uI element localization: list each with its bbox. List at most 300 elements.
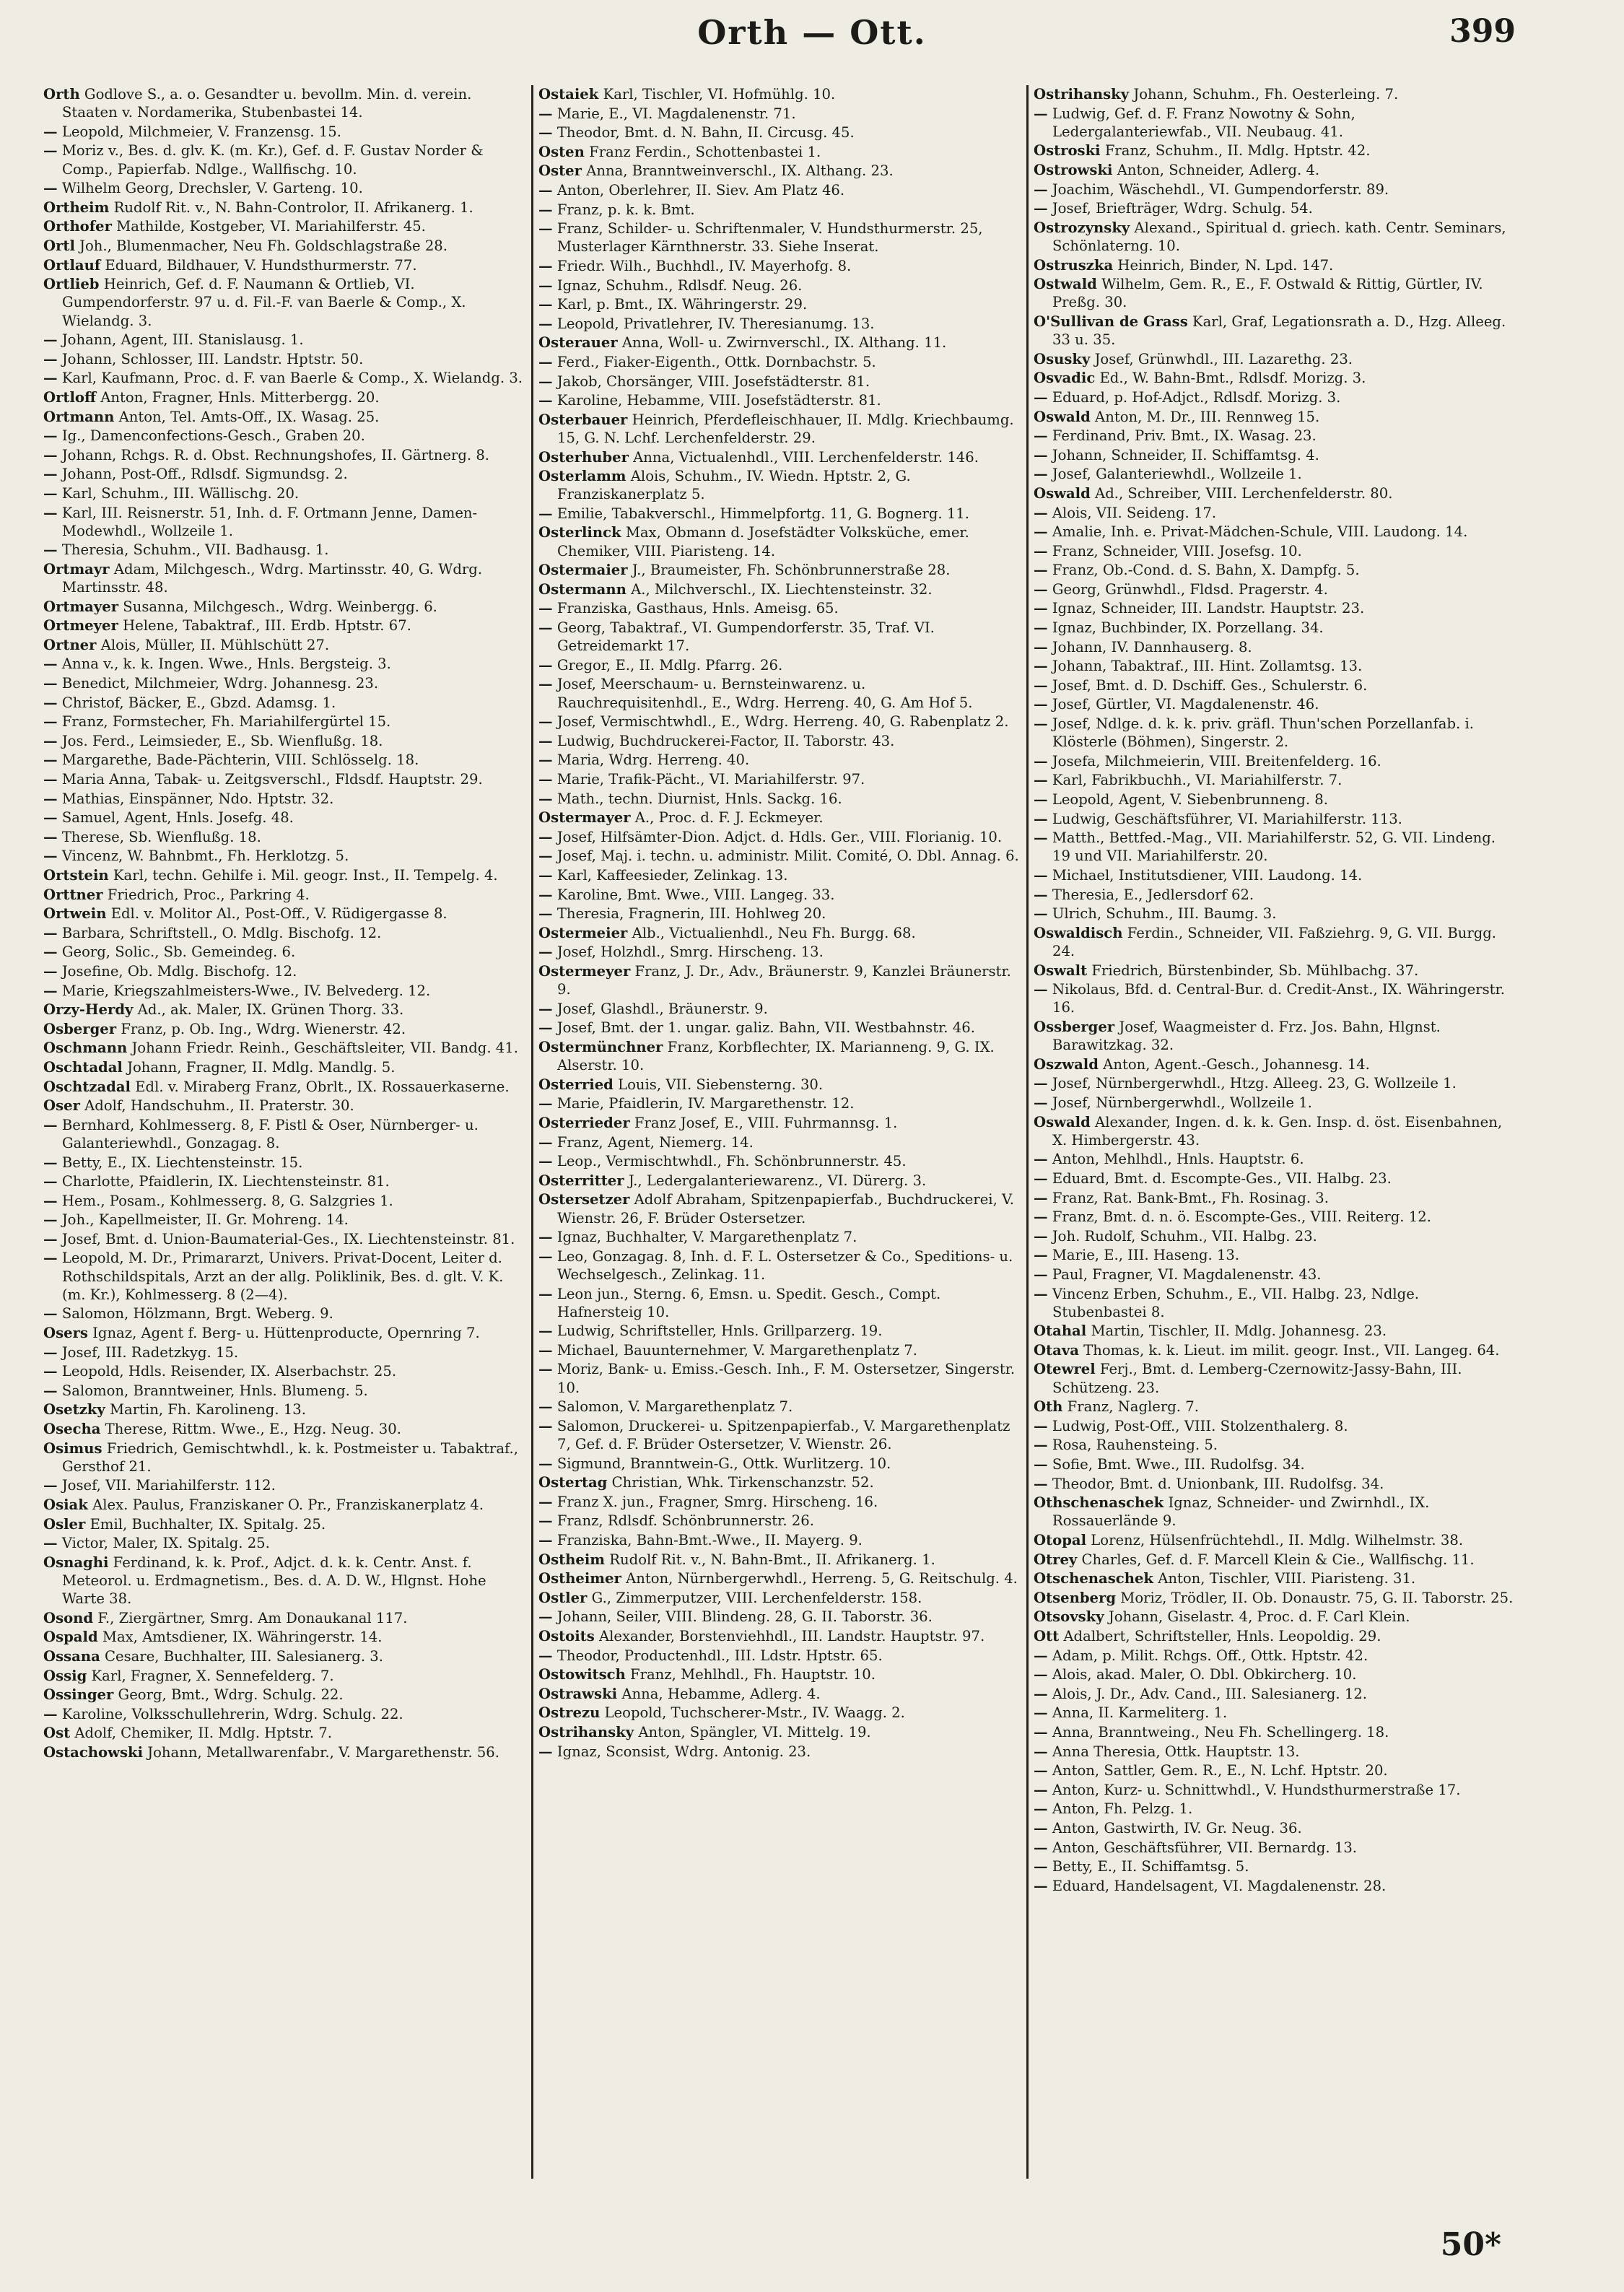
entry-details: Franz X. jun., Fragner, Smrg. Hirscheng. 16. — [556, 1493, 878, 1510]
entry-surname: — — [538, 771, 553, 788]
directory-entry — [538, 1114, 1019, 1132]
directory-entry — [43, 369, 524, 387]
directory-entry — [1034, 1113, 1514, 1149]
directory-entry — [538, 905, 1019, 923]
entry-surname: — — [43, 944, 58, 961]
entry-details: Adolf Abraham, Spitzenpapierfab., Buchdruckerei, V. Wienstr. 26, F. Brüder Ostersetzer. — [557, 1191, 1014, 1226]
entry-surname: — — [43, 1382, 58, 1399]
entry-surname: — — [538, 1229, 553, 1246]
entry-details: Friedrich, Bürstenbinder, Sb. Mühlbachg. 37. — [1091, 962, 1419, 979]
entry-surname: Ostermayer — [538, 809, 631, 827]
entry-surname: — — [43, 1705, 58, 1722]
directory-entry — [43, 1230, 524, 1248]
directory-entry — [43, 1534, 524, 1552]
entry-details: Adolf, Chemiker, II. Mdlg. Hptstr. 7. — [74, 1725, 332, 1742]
directory-entry — [538, 866, 1019, 884]
directory-entry — [43, 1192, 524, 1210]
directory-entry — [538, 1417, 1019, 1453]
directory-entry — [1034, 1589, 1514, 1607]
directory-entry — [43, 1686, 524, 1704]
directory-entry — [538, 1152, 1019, 1170]
entry-details: Franziska, Gasthaus, Hnls. Ameisg. 65. — [556, 600, 839, 617]
entry-surname: Otrey — [1034, 1551, 1078, 1568]
directory-entry — [43, 1001, 524, 1019]
entry-details: Johann, Fragner, II. Mdlg. Mandlg. 5. — [127, 1058, 396, 1076]
directory-entry — [43, 541, 524, 559]
page-header — [0, 0, 1624, 87]
directory-entry — [1034, 1074, 1514, 1092]
entry-surname: — — [1034, 427, 1048, 445]
entry-details: Georg, Bmt., Wdrg. Schulg. 22. — [118, 1686, 344, 1704]
entry-surname: Ostermeier — [538, 924, 628, 941]
directory-entry — [1034, 1551, 1514, 1569]
entry-details: Mathilde, Kostgeber, VI. Mariahilferstr. 45. — [116, 218, 426, 235]
directory-entry — [1034, 1877, 1514, 1895]
entry-details: Joh., Blumenmacher, Neu Fh. Goldschlagstraße 28. — [79, 237, 448, 254]
entry-details: Nikolaus, Bfd. d. Central-Bur. d. Credit-Anst., IX. Währingerstr. 16. — [1052, 981, 1505, 1016]
entry-surname: — — [1034, 810, 1048, 827]
directory-entry — [1034, 1055, 1514, 1073]
entry-surname: Osterrieder — [538, 1114, 630, 1131]
entry-details: Ferj., Bmt. d. Lemberg-Czernowitz-Jassy-Bahn, III. Schützeng. 23. — [1052, 1361, 1462, 1396]
directory-entry — [1034, 1246, 1514, 1264]
entry-surname: — — [43, 1230, 58, 1247]
directory-entry — [43, 465, 524, 483]
directory-entry — [1034, 1704, 1514, 1722]
entry-details: Franz, Schuhm., II. Mdlg. Hptstr. 42. — [1104, 142, 1371, 160]
directory-entry — [43, 1496, 524, 1514]
entry-details: Johann, Agent, III. Stanislausg. 1. — [61, 331, 304, 349]
directory-entry — [1034, 980, 1514, 1016]
directory-entry — [1034, 484, 1514, 502]
entry-details: Alois, akad. Maler, O. Dbl. Obkircherg. 10. — [1052, 1666, 1357, 1683]
entry-details: Anna, Branntweing., Neu Fh. Schellingerg. 18. — [1052, 1723, 1389, 1740]
entry-details: Franz, Schneider, VIII. Josefsg. 10. — [1052, 542, 1302, 559]
entry-surname: — — [538, 353, 553, 370]
entry-surname: Osimus — [43, 1439, 102, 1457]
entry-details: Franz, Rat. Bank-Bmt., Fh. Rosinag. 3. — [1052, 1189, 1330, 1206]
entry-details: Anton, M. Dr., III. Rennweg 15. — [1095, 408, 1320, 425]
entry-details: Rosa, Rauhensteing. 5. — [1052, 1437, 1218, 1454]
entry-details: Rudolf Rit. v., N. Bahn-Bmt., II. Afrikanerg. 1. — [609, 1551, 935, 1568]
directory-entry — [43, 217, 524, 235]
entry-details: Karoline, Bmt. Wwe., VIII. Langeg. 33. — [556, 886, 835, 903]
entry-details: Emil, Buchhalter, IX. Spitalg. 25. — [90, 1515, 326, 1533]
entry-details: Leopold, Tuchscherer-Mstr., IV. Waagg. 2. — [604, 1704, 905, 1722]
directory-columns — [43, 85, 1523, 2179]
directory-entry — [43, 1705, 524, 1723]
entry-details: Mathias, Einspänner, Ndo. Hptstr. 32. — [61, 790, 334, 807]
entry-details: Josef, Bmt. der 1. ungar. galiz. Bahn, VII. Westbahnstr. 46. — [556, 1019, 975, 1037]
entry-details: Leopold, Hdls. Reisender, IX. Alserbachstr. 25. — [61, 1363, 397, 1380]
entry-surname: — — [538, 1247, 553, 1265]
entry-details: Anton, Fragner, Hnls. Mitterbergg. 20. — [100, 388, 380, 406]
entry-surname: — — [538, 656, 553, 674]
entry-surname: Osecha — [43, 1421, 101, 1438]
entry-details: Franz, Rdlsdf. Schönbrunnerstr. 26. — [556, 1512, 814, 1530]
entry-details: Josef, Galanteriewhdl., Wollzeile 1. — [1052, 466, 1302, 483]
entry-surname: — — [538, 1743, 553, 1760]
entry-details: Josef, Vermischtwhdl., E., Wdrg. Herreng. 40, G. Rabenplatz 2. — [556, 713, 1009, 731]
entry-details: Franziska, Bahn-Bmt.-Wwe., II. Mayerg. 9. — [556, 1532, 863, 1549]
entry-details: Victor, Maler, IX. Spitalg. 25. — [61, 1535, 270, 1552]
entry-surname: Ost — [43, 1725, 71, 1742]
entry-details: Joh., Kapellmeister, II. Gr. Mohreng. 14. — [61, 1211, 349, 1229]
entry-surname: — — [43, 446, 58, 463]
entry-details: Adam, Milchgesch., Wdrg. Martinsstr. 40, G. Wdrg. Martinsstr. 48. — [62, 560, 483, 596]
entry-surname: Othschenaschek — [1034, 1494, 1164, 1512]
directory-entry — [43, 1362, 524, 1380]
entry-surname: Osterlinck — [538, 524, 621, 541]
entry-surname: — — [538, 372, 553, 390]
entry-surname: — — [1034, 600, 1048, 617]
entry-details: Marie, E., III. Haseng. 13. — [1052, 1247, 1240, 1264]
entry-details: Therese, Sb. Wienflußg. 18. — [61, 828, 261, 845]
directory-entry — [538, 1360, 1019, 1396]
entry-surname: Osnaghi — [43, 1554, 109, 1571]
directory-entry — [43, 1420, 524, 1438]
entry-surname: — — [1034, 619, 1048, 637]
directory-entry — [538, 1038, 1019, 1074]
entry-details: Alois, Schuhm., IV. Wiedn. Hptstr. 2, G. Franziskanerplatz 5. — [557, 468, 911, 503]
entry-surname: — — [1034, 772, 1048, 789]
entry-details: Marie, Kriegszahlmeisters-Wwe., IV. Belvederg. 12. — [61, 982, 431, 999]
entry-surname: — — [43, 1477, 58, 1494]
entry-details: Johann, IV. Dannhauserg. 8. — [1052, 638, 1252, 655]
entry-surname: — — [538, 1285, 553, 1302]
directory-entry — [538, 1172, 1019, 1190]
entry-surname: — — [1034, 1666, 1048, 1683]
entry-surname: Ortwein — [43, 905, 107, 923]
entry-details: Anton, Tel. Amts-Off., IX. Wasag. 25. — [118, 408, 380, 425]
entry-surname: Otsenberg — [1034, 1589, 1117, 1606]
entry-surname: — — [538, 392, 553, 409]
entry-details: Theresia, Fragnerin, III. Hohlweg 20. — [556, 905, 826, 923]
entry-surname: — — [1034, 1189, 1048, 1206]
page-number: 399 — [1449, 13, 1516, 50]
directory-entry — [1034, 1322, 1514, 1340]
directory-entry — [43, 962, 524, 980]
directory-entry — [538, 1322, 1019, 1340]
entry-surname: — — [538, 1398, 553, 1416]
directory-entry — [1034, 105, 1514, 141]
entry-details: Josef, Glashdl., Bräunerstr. 9. — [556, 1000, 768, 1017]
entry-surname: Oster — [538, 162, 582, 180]
entry-surname: — — [1034, 1723, 1048, 1740]
entry-surname: Ossig — [43, 1667, 87, 1684]
entry-surname: Ostheimer — [538, 1570, 621, 1587]
entry-surname: — — [538, 1455, 553, 1472]
directory-entry — [1034, 1189, 1514, 1207]
directory-entry — [43, 982, 524, 1000]
entry-surname: — — [43, 1343, 58, 1361]
directory-entry — [1034, 619, 1514, 637]
directory-entry — [538, 467, 1019, 503]
entry-surname: — — [43, 694, 58, 711]
entry-details: F., Ziergärtner, Smrg. Am Donaukanal 117. — [97, 1609, 408, 1626]
entry-surname: — — [538, 1361, 553, 1378]
entry-surname: — — [43, 541, 58, 559]
directory-entry — [538, 770, 1019, 788]
entry-details: Therese, Rittm. Wwe., E., Hzg. Neug. 30. — [105, 1421, 401, 1438]
entry-surname: — — [43, 751, 58, 769]
directory-entry — [43, 1476, 524, 1494]
entry-details: Johann, Metallwarenfabr., V. Margarethenstr. 56. — [147, 1743, 499, 1761]
entry-details: Jos. Ferd., Leimsieder, E., Sb. Wienflußg. 18. — [61, 732, 383, 749]
entry-details: Heinrich, Pferdefleischhauer, II. Mdlg. Kriechbaumg. 15, G. N. Lchf. Lerchenfelderstr. 29. — [557, 411, 1014, 446]
entry-details: Matth., Bettfed.-Mag., VII. Mariahilferstr. 52, G. VII. Lindeng. 19 und VII. Mariahilferstr. 20. — [1052, 829, 1496, 865]
entry-surname: Oswaldisch — [1034, 924, 1123, 941]
directory-entry — [43, 141, 524, 178]
directory-entry — [538, 85, 1019, 103]
entry-details: Anton, Tischler, VIII. Piaristeng. 31. — [1158, 1570, 1416, 1587]
entry-surname: — — [43, 350, 58, 367]
entry-details: Karl, Fabrikbuchh., VI. Mariahilferstr. 7. — [1052, 772, 1343, 789]
directory-entry — [1034, 810, 1514, 828]
entry-details: Josef, III. Radetzkyg. 15. — [61, 1343, 239, 1361]
directory-entry — [1034, 771, 1514, 789]
entry-details: Adam, p. Milit. Rchgs. Off., Ottk. Hptstr. 42. — [1052, 1647, 1368, 1664]
directory-entry — [1034, 523, 1514, 541]
entry-details: Moriz v., Bes. d. glv. K. (m. Kr.), Gef. d. F. Gustav Norder & Comp., Papierfab. Ndlge., Wallfischg. 10. — [61, 142, 484, 178]
entry-surname: Osusky — [1034, 350, 1091, 367]
entry-surname: Ostrihansky — [1034, 86, 1130, 103]
directory-entry — [1034, 1436, 1514, 1454]
entry-surname: — — [538, 1019, 553, 1037]
entry-details: Alois, J. Dr., Adv. Cand., III. Salesianerg. 12. — [1052, 1685, 1368, 1702]
directory-entry — [43, 809, 524, 827]
directory-entry — [538, 924, 1019, 942]
entry-surname: — — [43, 675, 58, 692]
entry-surname: — — [538, 676, 553, 693]
directory-entry — [538, 732, 1019, 750]
directory-entry — [538, 1019, 1019, 1037]
directory-entry — [538, 1589, 1019, 1607]
entry-details: Ferdin., Schneider, VII. Faßziehrg. 9, G. VII. Burgg. 24. — [1052, 924, 1497, 959]
entry-details: Rudolf Rit. v., N. Bahn-Controlor, II. Afrikanerg. 1. — [113, 199, 473, 216]
directory-entry — [538, 1512, 1019, 1530]
directory-entry — [538, 123, 1019, 141]
entry-details: Leopold, M. Dr., Primararzt, Univers. Privat-Docent, Leiter d. Rothschildspitals, Arzt an der allg. Poliklinik, Bes. d. glt. V. K. (m. Kr.), Kohlmesserg. 8 (2—4). — [61, 1250, 504, 1303]
directory-entry — [1034, 695, 1514, 713]
entry-surname: Ostoits — [538, 1628, 595, 1645]
entry-surname: — — [43, 1116, 58, 1133]
directory-entry — [1034, 1475, 1514, 1493]
entry-details: Godlove S., a. o. Gesandter u. bevollm. Min. d. verein. Staaten v. Nordamerika, Stubenbastei 14. — [62, 86, 472, 121]
entry-details: Leopold, Agent, V. Siebenbrunneng. 8. — [1052, 791, 1328, 809]
directory-entry — [1034, 313, 1514, 349]
entry-details: Anton, Geschäftsführer, VII. Bernardg. 13. — [1052, 1839, 1358, 1856]
directory-entry — [538, 828, 1019, 846]
entry-surname: — — [1034, 504, 1048, 521]
entry-surname: — — [1034, 1685, 1048, 1702]
entry-details: Moriz, Bank- u. Emiss.-Gesch. Inh., F. M. Ostersetzer, Singerstr. 10. — [556, 1361, 1016, 1396]
entry-details: Anton, Agent.-Gesch., Johannesg. 14. — [1103, 1055, 1370, 1073]
directory-entry — [538, 1531, 1019, 1549]
entry-surname: — — [43, 142, 58, 160]
entry-details: Franz, Naglerg. 7. — [1067, 1398, 1199, 1416]
directory-entry — [1034, 1839, 1514, 1857]
directory-entry — [43, 598, 524, 616]
entry-details: Johann, Post-Off., Rdlsdf. Sigmundsg. 2. — [61, 466, 348, 483]
entry-details: Ignaz, Buchhalter, V. Margarethenplatz 7. — [556, 1229, 857, 1246]
entry-details: A., Milchverschl., IX. Liechtensteinstr. 32. — [631, 580, 933, 598]
directory-entry — [538, 105, 1019, 123]
entry-details: Alexander, Borstenviehhdl., III. Landstr. Hauptstr. 97. — [598, 1628, 985, 1645]
entry-details: Anton, Mehlhdl., Hnls. Hauptstr. 6. — [1052, 1151, 1304, 1168]
entry-surname: — — [1034, 1800, 1048, 1818]
entry-details: Charlotte, Pfaidlerin, IX. Liechtensteinstr. 81. — [61, 1173, 390, 1190]
entry-surname: Ortl — [43, 237, 75, 254]
entry-details: Heinrich, Gef. d. F. Naumann & Ortlieb, VI. Gumpendorferstr. 97 u. d. Fil.-F. van Baerle & Comp., X. Wielandg. 3. — [62, 276, 466, 329]
entry-details: Vincenz Erben, Schuhm., E., VII. Halbg. 23, Ndlge. Stubenbastei 8. — [1052, 1285, 1420, 1320]
entry-surname: Osond — [43, 1609, 94, 1626]
entry-details: Ignaz, Schneider- und Zwirnhdl., IX. Rossauerlände 9. — [1052, 1494, 1430, 1530]
entry-details: Franz, Formstecher, Fh. Mariahilfergürtel 15. — [61, 713, 391, 731]
directory-entry — [538, 1341, 1019, 1359]
directory-entry — [1034, 388, 1514, 406]
entry-details: Wilhelm, Gem. R., E., F. Ostwald & Rittig, Gürtler, IV. Preßg. 30. — [1052, 276, 1483, 311]
entry-surname: — — [538, 732, 553, 749]
entry-surname: — — [43, 713, 58, 731]
directory-entry — [1034, 1761, 1514, 1779]
entry-details: J., Ledergalanteriewarenz., VI. Dürerg. 3. — [628, 1172, 927, 1189]
directory-entry — [1034, 161, 1514, 179]
entry-details: Friedrich, Gemischtwhdl., k. k. Postmeister u. Tabaktraf., Gersthof 21. — [62, 1439, 519, 1475]
directory-entry — [43, 1343, 524, 1361]
directory-entry — [538, 599, 1019, 617]
directory-entry — [538, 943, 1019, 961]
entry-surname: — — [538, 124, 553, 141]
entry-surname: Ostheim — [538, 1551, 606, 1568]
directory-entry — [538, 523, 1019, 559]
entry-details: Josef, Bmt. d. D. Dschiff. Ges., Schulerstr. 6. — [1052, 676, 1368, 694]
entry-surname: Osberger — [43, 1020, 117, 1037]
entry-details: Anton, Gastwirth, IV. Gr. Neug. 36. — [1052, 1819, 1302, 1836]
entry-details: Ludwig, Geschäftsführer, VI. Mariahilferstr. 113. — [1052, 810, 1402, 827]
entry-details: Jakob, Chorsänger, VIII. Josefstädterstr. 81. — [556, 372, 870, 390]
entry-surname: — — [1034, 446, 1048, 463]
directory-entry — [1034, 542, 1514, 560]
directory-entry — [538, 181, 1019, 199]
column-middle — [538, 85, 1019, 2179]
entry-surname: — — [43, 427, 58, 445]
entry-surname: Osterbauer — [538, 411, 628, 428]
directory-entry — [43, 616, 524, 635]
entry-surname: Ostruszka — [1034, 256, 1114, 274]
entry-details: Anna Theresia, Ottk. Hauptstr. 13. — [1052, 1743, 1300, 1760]
entry-surname: Otava — [1034, 1341, 1079, 1359]
directory-entry — [1034, 504, 1514, 522]
entry-surname: — — [1034, 1437, 1048, 1454]
directory-entry — [43, 1058, 524, 1076]
entry-details: Friedr. Wilh., Buchhdl., IV. Mayerhofg. 8. — [556, 257, 852, 274]
entry-surname: Ostrihansky — [538, 1723, 634, 1740]
entry-surname: Ostaiek — [538, 86, 599, 103]
directory-entry — [43, 886, 524, 904]
entry-surname: Ossinger — [43, 1686, 114, 1704]
entry-surname: Otopal — [1034, 1532, 1087, 1549]
directory-entry — [538, 1743, 1019, 1761]
directory-entry — [538, 1704, 1019, 1722]
entry-details: Bernhard, Kohlmesserg. 8, F. Pistl & Oser, Nürnberger- u. Galanteriewhdl., Gonzagag. 8. — [61, 1116, 479, 1151]
entry-surname: — — [1034, 1704, 1048, 1722]
entry-details: Wilhelm Georg, Drechsler, V. Garteng. 10. — [61, 180, 363, 197]
running-title: Orth — Ott. — [697, 13, 927, 52]
entry-details: Martin, Fh. Karolineng. 13. — [109, 1401, 306, 1419]
directory-entry — [43, 1324, 524, 1342]
entry-details: Eduard, p. Hof-Adjct., Rdlsdf. Morizg. 3. — [1052, 388, 1341, 406]
directory-entry — [1034, 427, 1514, 445]
entry-surname: — — [1034, 1858, 1048, 1875]
entry-surname: Ortlauf — [43, 256, 101, 274]
directory-entry — [1034, 1608, 1514, 1626]
entry-details: Josef, Ndlge. d. k. k. priv. gräfl. Thun'schen Porzellanfab. i. Klösterle (Böhmen), Singerstr. 2. — [1052, 715, 1474, 751]
directory-entry — [43, 828, 524, 846]
directory-entry — [1034, 1094, 1514, 1112]
directory-entry — [538, 1473, 1019, 1491]
directory-entry — [43, 1439, 524, 1476]
directory-entry — [1034, 657, 1514, 675]
entry-details: Karl, Fragner, X. Sennefelderg. 7. — [91, 1667, 334, 1684]
entry-surname: Ostertag — [538, 1474, 608, 1491]
entry-surname: — — [1034, 1227, 1048, 1245]
directory-entry — [1034, 446, 1514, 464]
entry-details: Cesare, Buchhalter, III. Salesianerg. 3. — [105, 1648, 383, 1665]
entry-surname: — — [1034, 1285, 1048, 1302]
entry-surname: — — [43, 732, 58, 749]
directory-entry — [538, 809, 1019, 827]
directory-entry — [43, 237, 524, 255]
directory-entry — [1034, 1285, 1514, 1321]
entry-details: Charles, Gef. d. F. Marcell Klein & Cie., Wallfischg. 11. — [1081, 1551, 1475, 1568]
entry-details: Martin, Tischler, II. Mdlg. Johannesg. 23. — [1091, 1323, 1387, 1340]
directory-entry — [1034, 1819, 1514, 1837]
entry-surname: — — [1034, 1819, 1048, 1836]
entry-surname: — — [538, 220, 553, 238]
entry-details: Leopold, Privatlehrer, IV. Theresianumg. 13. — [556, 315, 875, 332]
directory-entry — [43, 427, 524, 445]
entry-surname: — — [43, 809, 58, 827]
entry-details: Franz Ferdin., Schottenbastei 1. — [589, 143, 821, 160]
directory-entry — [43, 1172, 524, 1190]
entry-details: Josef, Maj. i. techn. u. administr. Milit. Comité, O. Dbl. Annag. 6. — [556, 847, 1019, 865]
entry-surname: — — [1034, 696, 1048, 713]
entry-surname: — — [1034, 676, 1048, 694]
entry-details: Betty, E., II. Schiffamtsg. 5. — [1052, 1858, 1249, 1875]
directory-entry — [1034, 676, 1514, 694]
entry-details: Joh. Rudolf, Schuhm., VII. Halbg. 23. — [1052, 1227, 1317, 1245]
entry-surname: Osterried — [538, 1076, 614, 1093]
directory-entry — [1034, 829, 1514, 865]
directory-entry — [538, 1228, 1019, 1246]
entry-details: Anton, Oberlehrer, II. Siev. Am Platz 46. — [556, 181, 845, 199]
directory-entry — [43, 1554, 524, 1608]
entry-details: Josef, Holzhdl., Smrg. Hirscheng. 13. — [556, 944, 824, 961]
entry-details: Salomon, V. Margarethenplatz 7. — [556, 1398, 793, 1416]
entry-details: Joachim, Wäschehdl., VI. Gumpendorferstr. 89. — [1052, 180, 1389, 198]
directory-entry — [43, 1039, 524, 1057]
entry-details: Math., techn. Diurnist, Hnls. Sackg. 16. — [556, 790, 842, 807]
entry-details: Sofie, Bmt. Wwe., III. Rudolfsg. 34. — [1052, 1456, 1305, 1473]
entry-details: Ad., ak. Maler, IX. Grünen Thorg. 33. — [137, 1001, 404, 1019]
directory-entry — [538, 1647, 1019, 1665]
entry-details: Ludwig, Schriftsteller, Hnls. Grillparzerg. 19. — [556, 1323, 883, 1340]
entry-surname: Osler — [43, 1515, 86, 1533]
directory-entry — [1034, 1647, 1514, 1665]
entry-surname: — — [1034, 1762, 1048, 1779]
entry-details: Friedrich, Proc., Parkring 4. — [107, 886, 310, 903]
